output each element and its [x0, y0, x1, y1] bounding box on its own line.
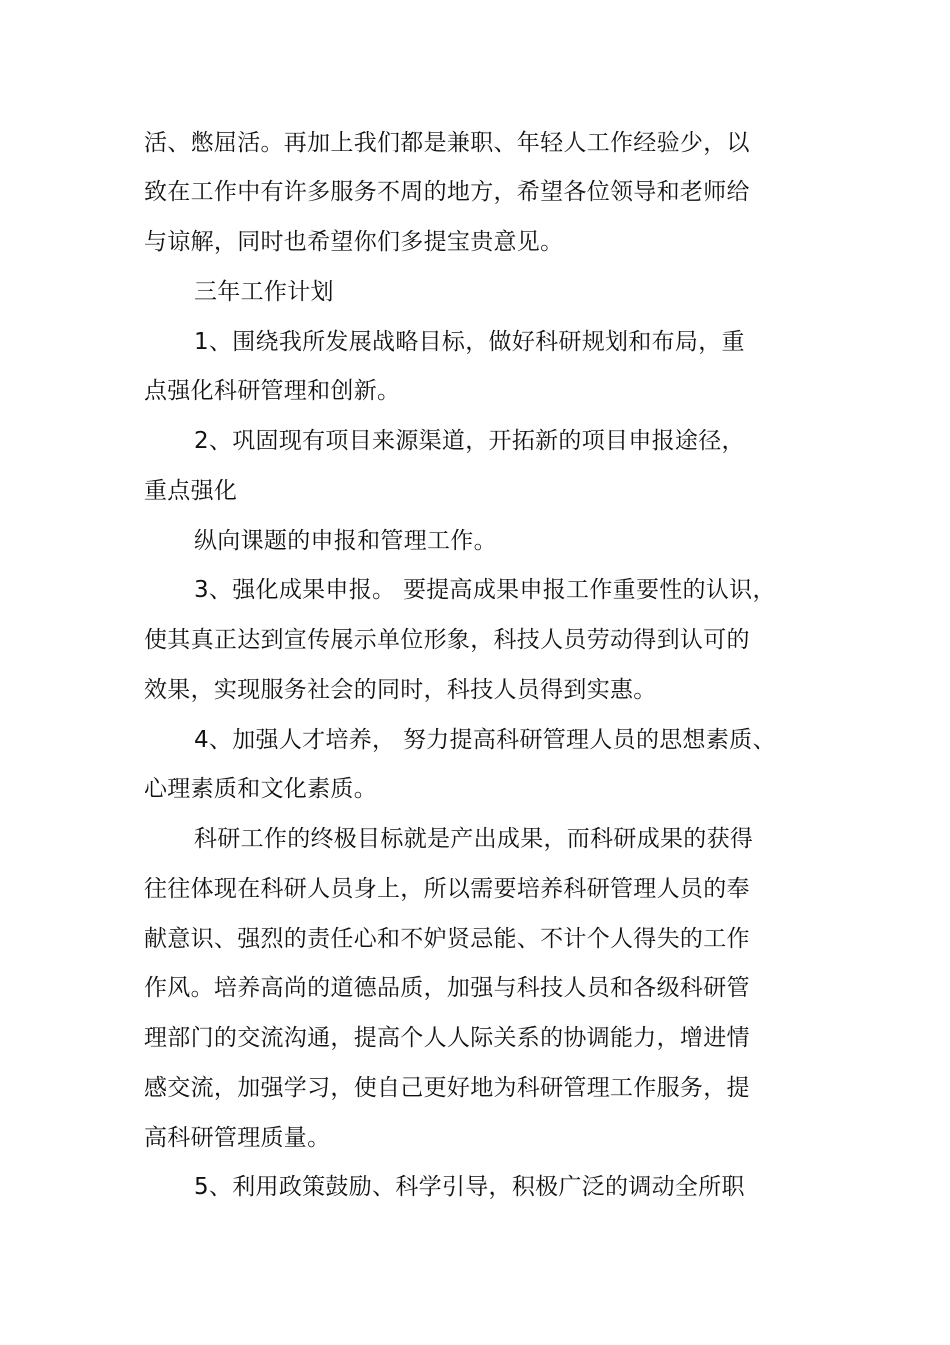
text-line: 活、憋屈活。再加上我们都是兼职、年轻人工作经验少，以	[144, 130, 750, 156]
text-line: 效果，实现服务社会的同时，科技人员得到实惠。	[144, 677, 657, 703]
text-line: 纵向课题的申报和管理工作。	[194, 528, 497, 554]
text-line: 2、巩固现有项目来源渠道，开拓新的项目申报途径，	[194, 428, 745, 454]
text-line: 高科研管理质量。	[144, 1125, 331, 1151]
section-heading: 三年工作计划	[194, 279, 334, 305]
text-line: 献意识、强烈的责任心和不妒贤忌能、不计个人得失的工作	[144, 926, 750, 952]
text-line: 心理素质和文化素质。	[144, 776, 377, 802]
text-line: 5、利用政策鼓励、科学引导，积极广泛的调动全所职	[194, 1174, 745, 1200]
text-line: 3、强化成果申报。 要提高成果申报工作重要性的认识，	[194, 577, 776, 603]
text-line: 往往体现在科研人员身上，所以需要培养科研管理人员的奉	[144, 876, 750, 902]
text-line: 1、围绕我所发展战略目标，做好科研规划和布局，重	[194, 329, 745, 355]
text-line: 致在工作中有许多服务不周的地方，希望各位领导和老师给	[144, 179, 750, 205]
text-line: 理部门的交流沟通，提高个人人际关系的协调能力，增进情	[144, 1025, 750, 1051]
text-line: 使其真正达到宣传展示单位形象，科技人员劳动得到认可的	[144, 627, 750, 653]
text-line: 作风。培养高尚的道德品质，加强与科技人员和各级科研管	[144, 975, 750, 1001]
text-line: 重点强化	[144, 478, 238, 504]
text-line: 与谅解，同时也希望你们多提宝贵意见。	[144, 229, 564, 255]
text-line: 4、加强人才培养， 努力提高科研管理人员的思想素质、	[194, 727, 776, 753]
text-line: 感交流，加强学习，使自己更好地为科研管理工作服务，提	[144, 1075, 750, 1101]
text-line: 科研工作的终极目标就是产出成果，而科研成果的获得	[194, 826, 754, 852]
text-line: 点强化科研管理和创新。	[144, 378, 401, 404]
